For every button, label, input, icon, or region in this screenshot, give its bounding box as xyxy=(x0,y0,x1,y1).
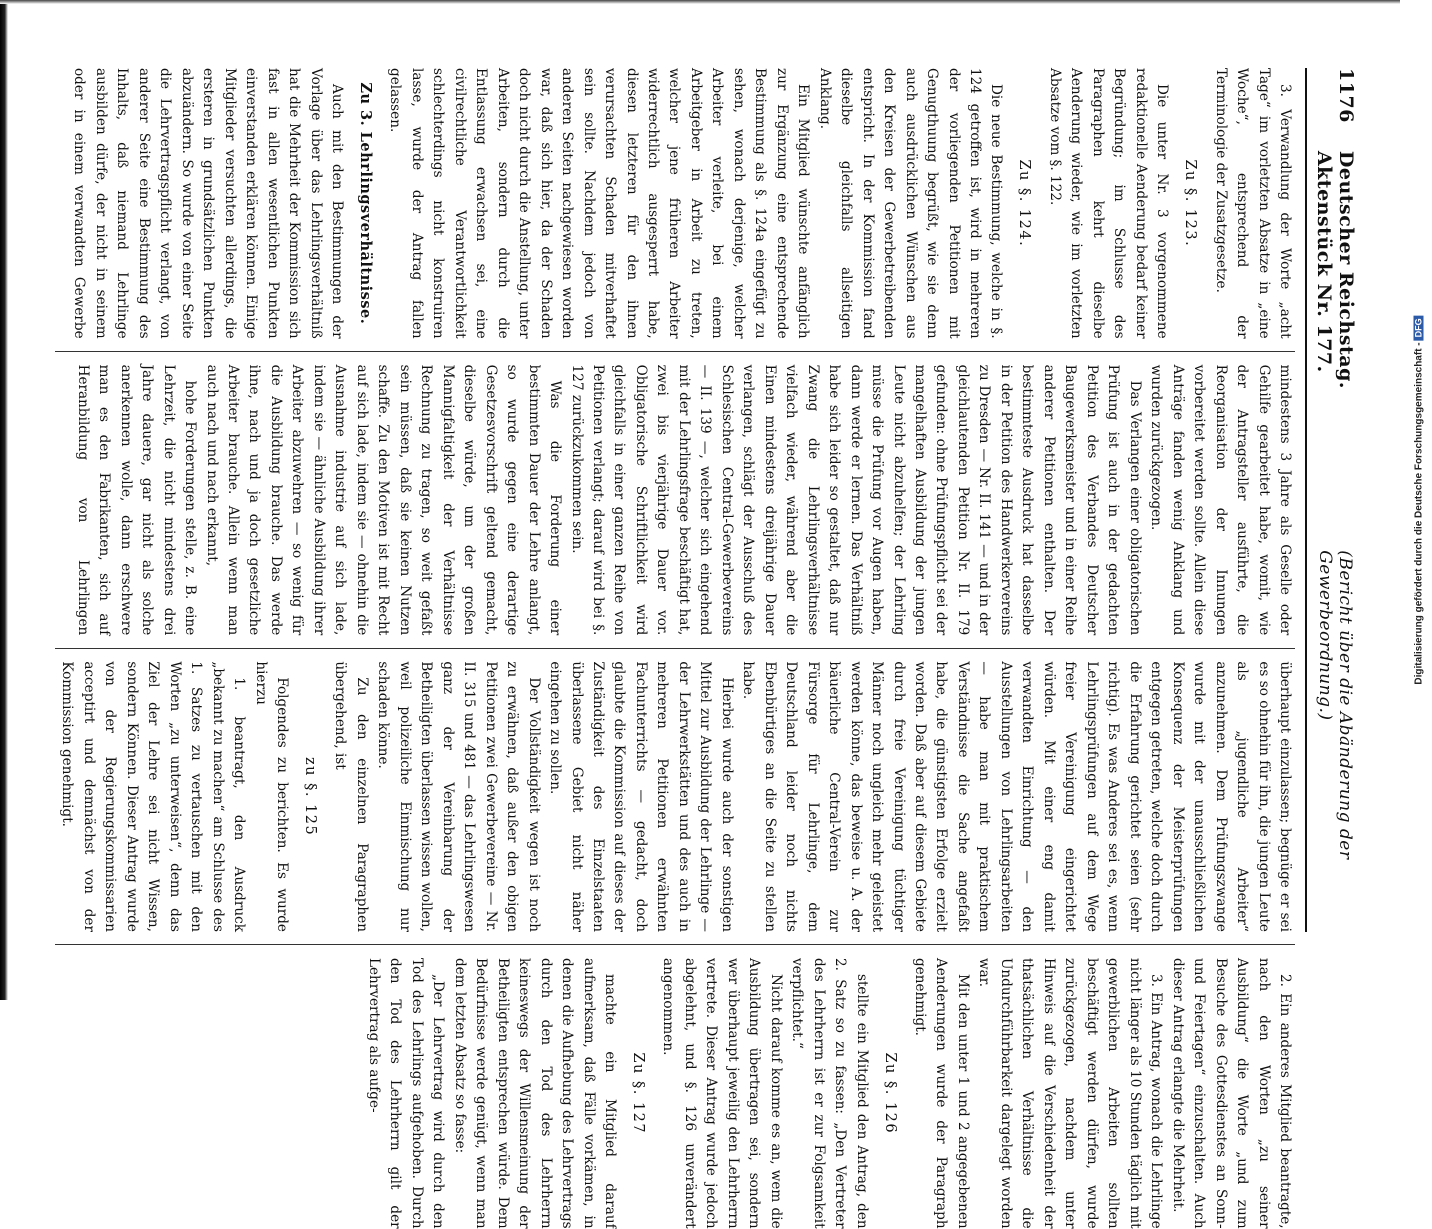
page-subtitle: (Bericht über die Abänderung der Gewerbeordnung.) xyxy=(1315,550,1355,860)
paragraph: „Der Lehrvertrag wird durch den Tod des Lehrlings aufgehoben. Durch den Tod des Lehrherrn gilt der Lehrvertrag als aufge- xyxy=(365,957,447,1229)
running-head xyxy=(1305,68,1357,932)
section-heading-127: Zu §. 127 xyxy=(629,1052,646,1135)
scan-border-top xyxy=(0,0,1400,4)
paragraph: Mit den unter 1 und 2 angegebenen Aenderungen wurde der Paragraph genehmigt. xyxy=(912,957,971,1229)
page-number: 1176 xyxy=(1335,68,1357,123)
paragraph: Ein Mitglied wünschte anfänglich zur Ergänzung eine entsprechende Bestimmung als §. 124a eingefügt zu sehen, wonach derjenige, welcher Arbeiter verleite, bei einem Arbeitgeber in Arbeit zu treten, welcher jene früheren Arbeiter widerrechtlich ausgesperrt habe, diesen letzteren für den ihnen verursachten Schaden mitverhaftet sein sollte. Nachdem jedoch von anderen Seiten nachgewiesen worden war, daß sich hier, da der Schaden doch nicht durch die Anstellung, unter Arbeiten, sondern durch die Entlassung erwachsen sei, eine civilrechtliche Verantwortlichkeit schlechterdings nicht konstruiren lasse, wurde der Antrag fallen gelassen. xyxy=(387,68,812,339)
paragraph: Das Verlangen einer obligatorischen Prüfung ist auch in der gedachten Petition des Verbandes Deutscher Baugewerksmeister und in einer Reihe anderer Petitionen enthalten. Der bestimmteste Ausdruck hat dasselbe in der Petition des Handwerkervereins zu Dresden — Nr. II. 141 — und in der gleichlautenden Petition Nr. II. 179 gefunden: ohne Prüfungspflicht sei der mangelhaften Ausbildung der jungen Leute nicht abzuhelfen; der Lehrling müsse die Prüfung vor Augen haben, dann werde er lernen. Das Verhältniß habe sich leider so gestaltet, daß nur Zwang die Lehrlingsverhältnisse vielfach wieder, während aber die Einen mindestens dreijährige Dauer verlangen, schlägt der Ausschuß des Schlesischen Central-Gewerbevereins — II. 139 —, welcher sich eingehend mit der Lehrlingsfrage beschäftigt hat, zwei bis vierjährige Dauer vor. Obligatorische Schriftlichkeit wird gleichfalls in einer ganzen Reihe von Petitionen verlangt; darauf wird bei §. 127 zurückzukommen sein. xyxy=(568,364,1143,636)
paragraph: hohe Forderungen stelle, z. B. eine Lehrzeit, die nicht mindestens drei Jahre dauere, gar nicht als solche anerkennen wolle, dann erschwere man es den Fabrikanten, sich auf Heranbildung von Lehrlingen überhaupt einzulassen; begnüge er sei es so ohnehin für ihn, die jungen Leute als „jugendliche Arbeiter“ anzunehmen. Dem Prüfungszwange wurde mit der unausschließlichen Konsequenz der Meisterprüfungen entgegen getreten, welche doch durch die Erfahrung gerichtet seien (sehr richtig). Es was Anderes sei es, wenn Lehrlingsprüfungen auf dem Wege freier Vereinigung eingerichtet würden. Mit einer eng damit verwandten Einrichtung — den Ausstellungen von Lehrlingsarbeiten — habe man mit praktischem Verständnisse die Sache angefaßt habe, die günstigsten Erfolge erzielt worden. Daß aber auf diesem Gebiete durch freie Vereinigung tüchtiger Männer noch ungleich mehr geleistet werden könne, das beweise u. A. der bäuerliche Central-Verein zur Fürsorge für Lehrlinge, dem Deutschland leider noch nichts Ebenbürtiges an die Seite zu stellen habe. xyxy=(74,364,1293,932)
paragraph: Auch mit den Bestimmungen der Vorlage über das Lehrlingsverhältniß hat die Mehrheit der Kommission sich fast in allen wesentlichen Punkten einverstanden erklären können. Einige Mitglieder versuchten allerdings, die ersteren in grundsätzlichen Punkten abzuändern. So wurde von einer Seite die Lehrvertragspflicht verlangt, von anderer Seite eine Bestimmung des Inhalts, daß niemand Lehrlinge ausbilden dürfe, der nicht in seinem oder in einem verwandten Gewerbe mindestens 3 Jahre als Geselle oder Gehilfe gearbeitet habe, womit, wie der Antragsteller ausführte, die Reorganisation der Innungen vorbereitet werden sollte. Allein diese Anträge fanden wenig Anklang und wurden zurückgezogen. xyxy=(71,68,1293,636)
paragraph: stellte ein Mitglied den Antrag, den 2. Satz so zu fassen: „Den Vertreter des Lehrherrn ist er zur Folgsamkeit verpflichtet.“ xyxy=(789,957,870,1229)
paragraph: 1. beantragt, den Ausdruck „bekannt zu machen“ am Schlusse des 1. Satzes zu vertauschen mit den Worten „zu unterweisen“, denn das Ziel der Lehre sei nicht Wissen, sondern Können. Dieser Antrag wurde von der Regierungskommissarien acceptirt und demnächst von der Kommission genehmigt. xyxy=(59,661,248,932)
paragraph: Folgendes zu berichten. Es wurde hierzu xyxy=(252,661,290,932)
section-heading-123: Zu §. 123. xyxy=(1182,159,1199,248)
paragraph: Die neue Bestimmung, welche in §. 124 getroffen ist, wird in mehreren der vorliegenden Petitionen mit Genugthuung begrüßt, wie sie denn auch ausdrücklichen Wünschen aus den Kreisen der Gewerbetreibenden entspricht. In der Kommission fand dieselbe gleichfalls allseitigen Anklang. xyxy=(816,68,1005,339)
section-heading-125: zu §. 125 xyxy=(301,757,318,837)
paragraph: Der Vollständigkeit wegen ist noch zu erwähnen, daß außer den obigen Petitionen zwei Gewerbevereine — Nr. II. 315 und 481 — das Lehrlingswesen ganz der Vereinbarung der Betheiligten überlassen wissen wollen, weil polizeiliche Einmischung nur schaden könne. xyxy=(375,661,542,932)
paragraph: Die unter Nr. 3 vorgenommene redaktionelle Aenderung bedarf keiner Begründung; im Schlusse des Paragraphen kehrt dieselbe Aenderung wieder, wie im vorletzten Absatze vom §. 122. xyxy=(1046,68,1171,339)
section-heading-lehrlingsverhaeltnisse: Zu 3. Lehrlingsverhältnisse. xyxy=(356,82,374,325)
attribution-text: Digitalisierung gefördert durch die Deutsche Forschungsgemeinschaft - xyxy=(1413,342,1425,685)
document-page xyxy=(51,40,1381,1229)
paragraph: Hierbei wurde auch der sonstigen Mittel zur Ausbildung der Lehrlinge — der Lehrwerkstätten und des auch in mehreren Petitionen erwähnten Fachunterrichts — gedacht, doch glaubte die Kommission auf dieses der Zuständigkeit des Einzelstaaten überlassene Gebiet nicht näher eingehen zu sollen. xyxy=(547,661,735,932)
scan-border-left xyxy=(0,0,8,1000)
paragraph: Zu den einzelnen Paragraphen übergehend, ist xyxy=(332,661,370,932)
paragraph: 3. Ein Antrag, wonach die Lehrlinge nicht länger als 10 Stunden täglich mit gewerblichen Arbeiten sollten beschäftigt werden dürfen, wurde zurückgezogen, nachdem unter Hinweis auf die Verschiedenheit der thatsächlichen Verhältnisse die Undurchführbarkeit dargelegt worden war. xyxy=(976,957,1165,1229)
paragraph: 2. Ein anderes Mitglied beantragte, nach den Worten „zu seiner Ausbildung“ die Worte „und zum Besuche des Gottesdienstes an Sonn- und Feiertagen“ einzuschalten. Auch dieser Antrag erlangte die Mehrheit. xyxy=(1169,957,1293,1229)
paragraph: Was die Forderung einer bestimmten Dauer der Lehre anlangt, so wurde gegen eine derartige Gesetzesvorschrift geltend gemacht, dieselbe würde, um der großen Mannigfaltigkeit der Verhältnisse Rechnung zu tragen, so weit gefaßt sein müssen, daß sie keinen Nutzen schaffe. Zu den Motiven ist mit Recht auf sich lade, indem sie — ohnehin die Ausnahme industrie auf sich lade, indem sie — ähnliche Ausbildung ihrer Arbeiter abzuwehren — so wenig für die Ausbildung brauche. Das werde ihne, nach und ja doch gesetzliche Arbeiter brauche. Allein wenn man auch nach und nach erkannt, xyxy=(203,364,564,636)
digitization-attribution xyxy=(1414,315,1425,684)
paragraph: machte ein Mitglied darauf aufmerksam, daß Fälle vorkämen, in denen die Aufhebung des Lehrvertrags durch den Tod des Lehrherrn keineswegs der Willensmeinung der Betheiligten entsprechen würde. Dem Bedürfnisse werde genügt, wenn man dem letzten Absatz so fasse: xyxy=(451,957,619,1229)
page-title: Deutscher Reichstag. Aktenstück Nr. 177. xyxy=(1313,150,1357,390)
text-columns xyxy=(55,68,1295,1229)
paragraph: Nicht darauf komme es an, wem die Ausbildung übertragen sei, sondern wer überhaupt jeweilig den Lehrherrn vertrete. Dieser Antrag wurde jedoch abgelehnt, und §. 126 unverändert angenommen. xyxy=(660,957,784,1229)
section-heading-124: Zu §. 124. xyxy=(1016,159,1033,248)
dfg-logo: DFG xyxy=(1414,315,1424,340)
section-heading-126: Zu §. 126 xyxy=(881,1052,898,1135)
paragraph: 3. Verwandlung der Worte „acht Tage“ im vorletzten Absatze in „eine Woche“, entsprechend der Terminologie der Zusatzgesetze. xyxy=(1212,68,1293,339)
